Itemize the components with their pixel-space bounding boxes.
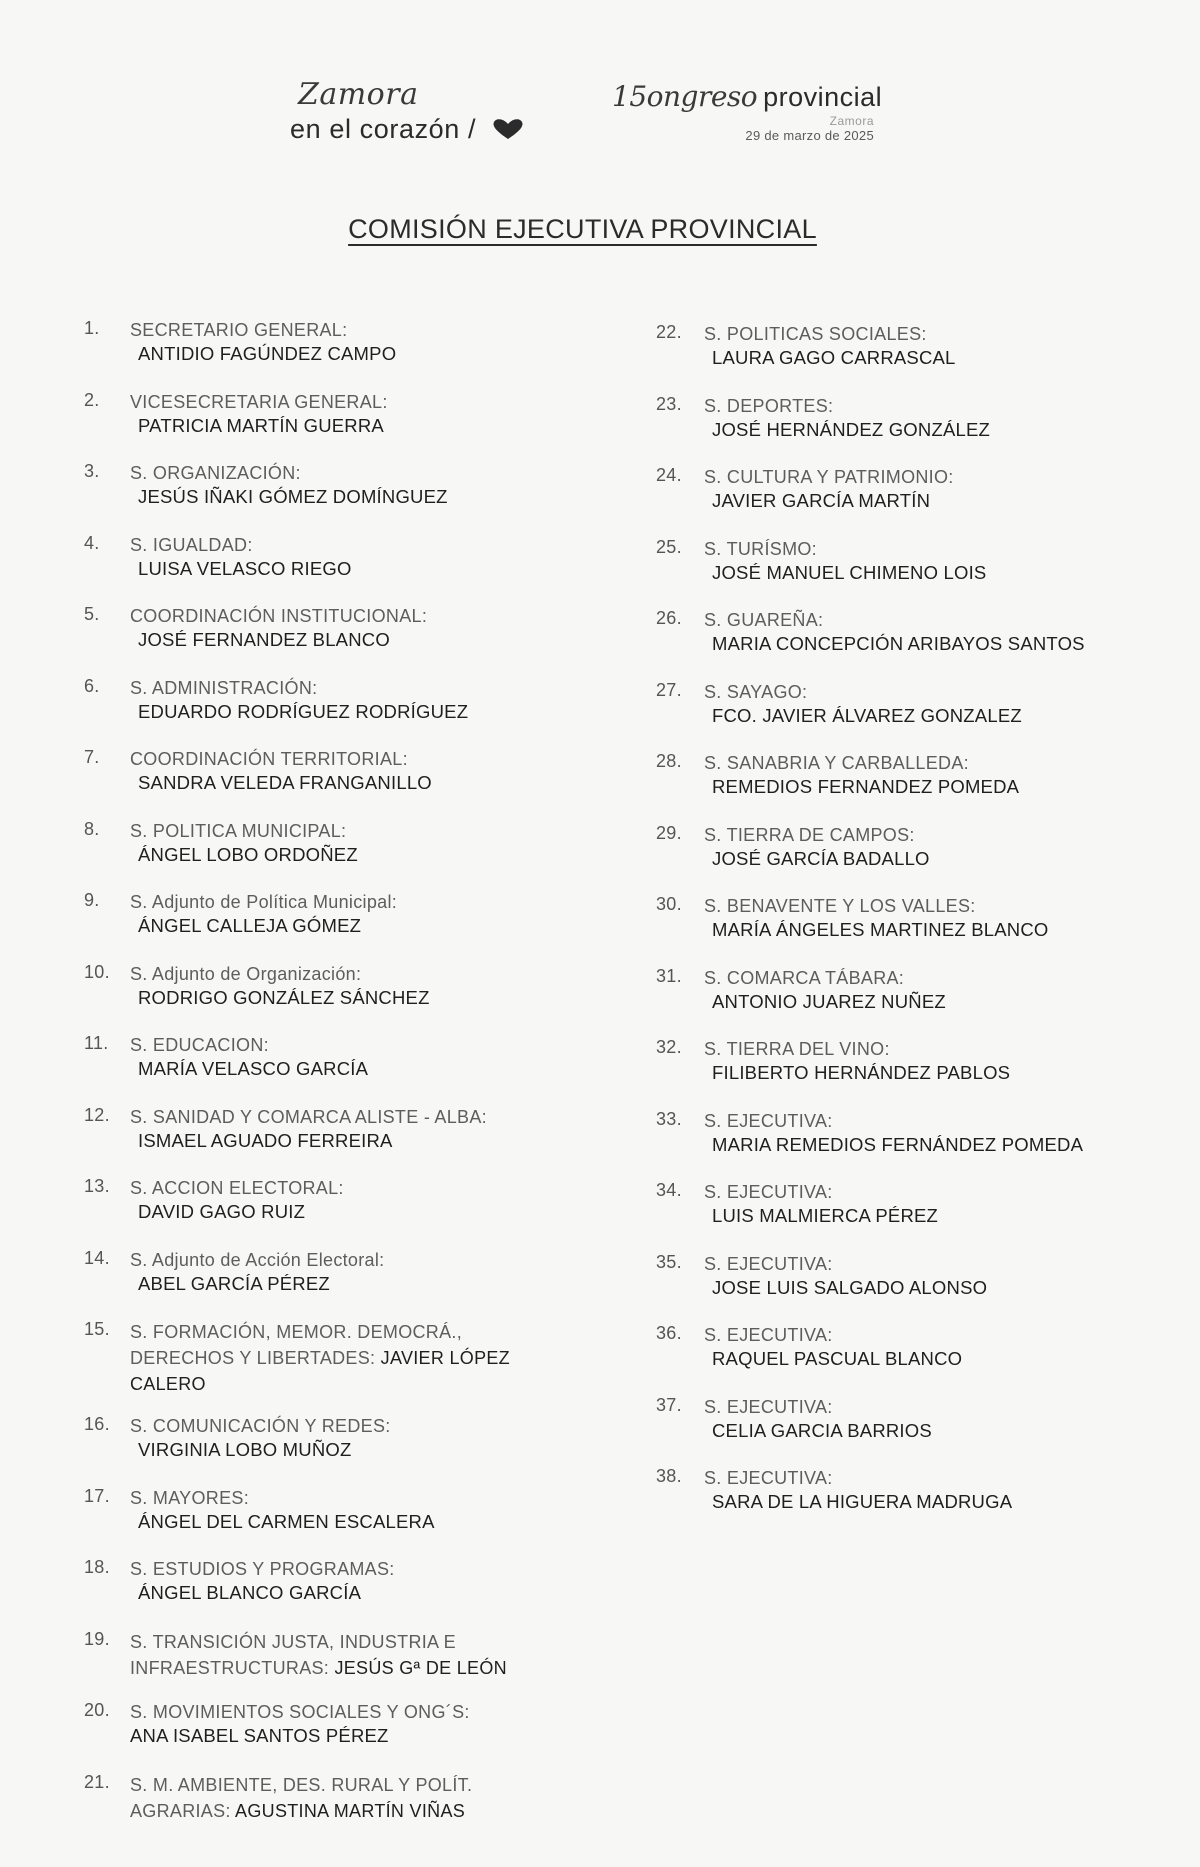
entry-name: JOSÉ HERNÁNDEZ GONZÁLEZ (712, 418, 991, 440)
entry-role: S. SANIDAD Y COMARCA ALISTE - ALBA: (130, 1106, 487, 1127)
list-item (656, 966, 1176, 1038)
entry-number: 3. (84, 461, 100, 481)
entry-role: S. Adjunto de Acción Electoral: (130, 1249, 385, 1270)
entry-number: 18. (84, 1557, 110, 1577)
list-item (84, 390, 604, 462)
entry-name: DAVID GAGO RUIZ (138, 1201, 306, 1222)
list-item (656, 1395, 1176, 1467)
list-item (84, 962, 604, 1034)
entry-number: 4. (84, 532, 100, 553)
entry-number: 13. (84, 1176, 110, 1196)
congreso-number-word: 15ongreso (612, 80, 758, 113)
entry-name: REMEDIOS FERNANDEZ POMEDA (712, 776, 1020, 797)
entry-role: S. M. AMBIENTE, DES. RURAL Y POLÍT. (130, 1774, 473, 1795)
entry-name: ABEL GARCÍA PÉREZ (138, 1272, 330, 1294)
list-item (656, 751, 1176, 823)
entry-name: LAURA GAGO CARRASCAL (712, 347, 956, 368)
entries-left-column (84, 318, 604, 1843)
entry-number: 20. (84, 1700, 110, 1720)
list-item (656, 394, 1176, 466)
entry-role: S. TURÍSMO: (704, 538, 817, 559)
entry-name: RODRIGO GONZÁLEZ SÁNCHEZ (138, 986, 430, 1008)
entry-number: 16. (84, 1414, 110, 1434)
list-item (84, 604, 604, 676)
entry-number: 11. (84, 1033, 109, 1053)
entry-role: S. TRANSICIÓN JUSTA, INDUSTRIA E (130, 1631, 456, 1652)
entry-role: S. ORGANIZACIÓN: (130, 463, 301, 483)
entry-role: S. POLITICA MUNICIPAL: (130, 820, 347, 841)
list-item (656, 1037, 1176, 1109)
entry-role: COORDINACIÓN INSTITUCIONAL: (130, 606, 428, 626)
entry-name: CELIA GARCIA BARRIOS (712, 1419, 932, 1441)
entry-role: S. EJECUTIVA: (704, 1396, 833, 1417)
entry-number: 6. (84, 675, 100, 696)
entry-number: 1. (84, 318, 100, 338)
list-item (84, 1700, 604, 1772)
list-item (656, 1252, 1176, 1324)
list-item (84, 1557, 604, 1629)
logo-tagline: en el corazón / (290, 114, 477, 144)
entry-number: 19. (84, 1628, 110, 1649)
entry-number: 27. (656, 679, 682, 700)
entry-number: 32. (656, 1037, 682, 1057)
list-item (656, 322, 1176, 394)
entry-name: JAVIER LÓPEZ (380, 1348, 510, 1368)
logo-script-text: Zamora (298, 77, 419, 112)
entry-role: DERECHOS Y LIBERTADES: (130, 1348, 376, 1368)
congreso-provincial-logo (612, 80, 882, 150)
entry-name: MARÍA ÁNGELES MARTINEZ BLANCO (712, 919, 1049, 940)
entry-number: 26. (656, 608, 682, 628)
list-item (656, 465, 1176, 537)
entry-number: 2. (84, 389, 100, 410)
entry-name: SANDRA VELEDA FRANGANILLO (138, 772, 432, 793)
entry-role: S. MOVIMIENTOS SOCIALES Y ONG´S: (130, 1702, 470, 1722)
entry-name: ÁNGEL CALLEJA GÓMEZ (138, 915, 362, 936)
entry-name: RAQUEL PASCUAL BLANCO (712, 1348, 963, 1369)
entry-name: JOSÉ MANUEL CHIMENO LOIS (712, 561, 987, 583)
congreso-provincial-word: provincial (763, 82, 883, 112)
entry-name: MARÍA VELASCO GARCÍA (138, 1058, 369, 1079)
entry-name: JOSE LUIS SALGADO ALONSO (712, 1276, 988, 1298)
list-item (656, 1323, 1176, 1395)
list-item (656, 608, 1176, 680)
entry-number: 34. (656, 1180, 682, 1200)
entry-name: JAVIER GARCÍA MARTÍN (712, 490, 931, 511)
entry-name: ÁNGEL BLANCO GARCÍA (138, 1582, 362, 1603)
list-item (84, 1176, 604, 1248)
list-item (84, 890, 604, 962)
entry-name: PATRICIA MARTÍN GUERRA (138, 414, 384, 436)
entry-role: S. EJECUTIVA: (704, 1253, 833, 1274)
entry-role: S. DEPORTES: (704, 395, 834, 416)
entry-role: S. FORMACIÓN, MEMOR. DEMOCRÁ., (130, 1322, 463, 1342)
entry-name: JOSÉ FERNANDEZ BLANCO (138, 629, 390, 650)
entry-number: 15. (84, 1319, 110, 1339)
entry-role: COORDINACIÓN TERRITORIAL: (130, 749, 408, 769)
entry-role: S. TIERRA DE CAMPOS: (704, 824, 915, 845)
list-item (84, 1629, 604, 1701)
entry-role: S. EDUCACION: (130, 1035, 269, 1055)
entry-role: S. POLITICAS SOCIALES: (704, 324, 927, 344)
list-item (84, 1319, 604, 1414)
entry-role: S. EJECUTIVA: (704, 1110, 833, 1131)
entry-name: ANA ISABEL SANTOS PÉREZ (130, 1725, 389, 1746)
entry-number: 17. (84, 1485, 110, 1506)
list-item (84, 1772, 604, 1844)
entry-role: S. SANABRIA Y CARBALLEDA: (704, 753, 969, 773)
entry-number: 28. (656, 751, 682, 771)
list-item (84, 533, 604, 605)
document-title: COMISIÓN EJECUTIVA PROVINCIAL (348, 214, 817, 244)
list-item (84, 1248, 604, 1320)
entry-name: JESÚS IÑAKI GÓMEZ DOMÍNGUEZ (138, 486, 448, 507)
entry-role: S. ADMINISTRACIÓN: (130, 677, 318, 698)
list-item (656, 894, 1176, 966)
entry-number: 14. (84, 1247, 110, 1268)
entry-role: S. TIERRA DEL VINO: (704, 1039, 890, 1059)
entry-number: 12. (84, 1104, 110, 1125)
entry-name: ÁNGEL LOBO ORDOÑEZ (138, 843, 358, 865)
entry-role: S. ACCION ELECTORAL: (130, 1178, 344, 1198)
entry-number: 8. (84, 818, 100, 839)
heart-icon (486, 117, 530, 141)
entry-role: S. ESTUDIOS Y PROGRAMAS: (130, 1559, 395, 1579)
entry-number: 24. (656, 465, 682, 485)
entry-number: 29. (656, 822, 682, 843)
entry-number: 5. (84, 604, 100, 624)
entries-right-column (656, 322, 1176, 1538)
list-item (656, 1109, 1176, 1181)
list-item (84, 1414, 604, 1486)
entry-role: VICESECRETARIA GENERAL: (130, 391, 388, 412)
entry-role: S. EJECUTIVA: (704, 1325, 833, 1345)
list-item (84, 1033, 604, 1105)
entry-number: 23. (656, 393, 682, 414)
entry-number: 31. (656, 965, 682, 986)
entry-role: SECRETARIO GENERAL: (130, 320, 348, 340)
entry-role: S. GUAREÑA: (704, 610, 824, 630)
entry-number: 38. (656, 1466, 682, 1486)
entry-number: 22. (656, 322, 682, 342)
entry-role: S. COMARCA TÁBARA: (704, 967, 905, 988)
entry-name: VIRGINIA LOBO MUÑOZ (138, 1439, 352, 1460)
entry-name: FILIBERTO HERNÁNDEZ PABLOS (712, 1062, 1011, 1083)
entry-name: MARIA CONCEPCIÓN ARIBAYOS SANTOS (712, 633, 1085, 654)
list-item (84, 461, 604, 533)
entry-name: EDUARDO RODRÍGUEZ RODRÍGUEZ (138, 700, 469, 722)
list-item (656, 823, 1176, 895)
congreso-city: Zamora (829, 114, 874, 128)
list-item (84, 676, 604, 748)
entry-role: S. EJECUTIVA: (704, 1468, 833, 1488)
entry-number: 36. (656, 1323, 682, 1343)
entry-name: LUISA VELASCO RIEGO (138, 557, 352, 579)
entry-name: ANTIDIO FAGÚNDEZ CAMPO (138, 343, 397, 364)
entry-number: 30. (656, 894, 682, 914)
entry-role: AGRARIAS: (130, 1800, 231, 1821)
list-item (84, 318, 604, 390)
entry-name: ISMAEL AGUADO FERREIRA (138, 1129, 393, 1151)
entry-number: 21. (84, 1771, 110, 1792)
entry-role: S. COMUNICACIÓN Y REDES: (130, 1416, 391, 1436)
entry-role: S. MAYORES: (130, 1487, 249, 1508)
list-item (84, 1486, 604, 1558)
entry-role: S. IGUALDAD: (130, 534, 253, 555)
entry-name: ÁNGEL DEL CARMEN ESCALERA (138, 1510, 435, 1532)
list-item (84, 819, 604, 891)
entry-number: 37. (656, 1394, 682, 1415)
entry-role: S. CULTURA Y PATRIMONIO: (704, 467, 954, 487)
entry-role: S. EJECUTIVA: (704, 1182, 833, 1202)
entry-name: ANTONIO JUAREZ NUÑEZ (712, 990, 946, 1012)
list-item (656, 537, 1176, 609)
entry-number: 10. (84, 961, 110, 982)
entry-number: 7. (84, 747, 100, 767)
list-item (84, 1105, 604, 1177)
entry-role: S. SAYAGO: (704, 681, 808, 702)
entry-name: AGUSTINA MARTÍN VIÑAS (235, 1800, 466, 1821)
entry-name: SARA DE LA HIGUERA MADRUGA (712, 1491, 1013, 1512)
entry-name: JOSÉ GARCÍA BADALLO (712, 847, 930, 869)
entry-number: 25. (656, 536, 682, 557)
list-item (656, 680, 1176, 752)
entry-role: S. Adjunto de Política Municipal: (130, 892, 398, 912)
list-item (84, 747, 604, 819)
entry-role: S. Adjunto de Organización: (130, 963, 362, 984)
list-item (656, 1180, 1176, 1252)
congreso-date: 29 de marzo de 2025 (745, 128, 874, 143)
entry-name: CALERO (130, 1374, 206, 1394)
entry-role: S. BENAVENTE Y LOS VALLES: (704, 896, 976, 916)
entry-number: 35. (656, 1251, 682, 1272)
zamora-en-el-corazon-logo (290, 78, 580, 148)
entry-name: MARIA REMEDIOS FERNÁNDEZ POMEDA (712, 1133, 1084, 1155)
entry-name: JESÚS Gª DE LEÓN (334, 1657, 507, 1678)
entry-name: LUIS MALMIERCA PÉREZ (712, 1205, 939, 1226)
entry-name: FCO. JAVIER ÁLVAREZ GONZALEZ (712, 704, 1022, 726)
list-item (656, 1466, 1176, 1538)
entry-number: 33. (656, 1108, 682, 1129)
entry-number: 9. (84, 890, 100, 910)
entry-role: INFRAESTRUCTURAS: (130, 1657, 330, 1678)
